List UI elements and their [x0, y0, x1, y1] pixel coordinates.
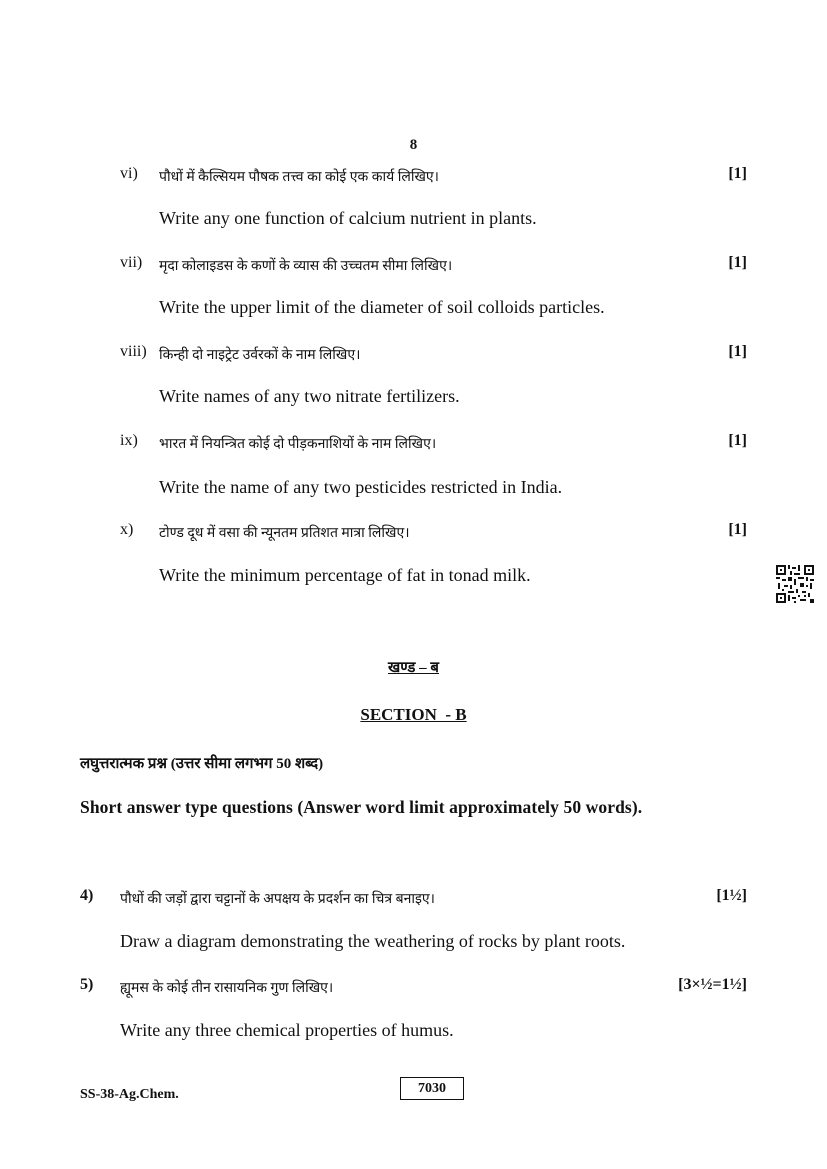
- question-number: 4): [80, 887, 94, 904]
- question-english: Write names of any two nitrate fertilizers.: [159, 386, 460, 406]
- question-number: vii): [120, 254, 143, 271]
- question-english: Write the upper limit of the diameter of soil colloids particles.: [159, 297, 605, 317]
- question-hindi: किन्ही दो नाइट्रेट उर्वरकों के नाम लिखिए।: [159, 348, 361, 363]
- question-hindi: भारत में नियन्त्रित कोई दो पीड़कनाशियों के नाम लिखिए।: [159, 437, 437, 452]
- question-number: x): [120, 521, 134, 538]
- question-english: Write any three chemical properties of humus.: [120, 1020, 454, 1040]
- question-english: Write any one function of calcium nutrient in plants.: [159, 208, 537, 228]
- instruction-english: Short answer type questions (Answer word limit approximately 50 words).: [80, 797, 643, 817]
- question-marks: [1]: [728, 343, 747, 360]
- question-number: 5): [80, 976, 94, 993]
- question-marks: [1]: [728, 165, 747, 182]
- question-hindi: ह्यूमस के कोई तीन रासायनिक गुण लिखिए।: [120, 981, 334, 996]
- qr-code-icon: [776, 565, 814, 603]
- paper-code: SS-38-Ag.Chem.: [80, 1087, 179, 1102]
- question-hindi: पौधों में कैल्सियम पौषक तत्त्व का कोई एक कार्य लिखिए।: [159, 170, 439, 185]
- question-hindi: टोण्ड दूध में वसा की न्यूनतम प्रतिशत मात्रा लिखिए।: [159, 526, 410, 541]
- question-english: Draw a diagram demonstrating the weathering of rocks by plant roots.: [120, 931, 626, 951]
- question-english: Write the minimum percentage of fat in tonad milk.: [159, 565, 531, 585]
- question-marks: [1]: [728, 254, 747, 271]
- question-hindi: मृदा कोलाइडस के कणों के व्यास की उच्चतम सीमा लिखिए।: [159, 259, 453, 274]
- question-marks: [1]: [728, 521, 747, 538]
- question-hindi: पौधों की जड़ों द्वारा चट्टानों के अपक्षय के प्रदर्शन का चित्र बनाइए।: [120, 892, 435, 907]
- question-number: viii): [120, 343, 147, 360]
- question-marks: [1]: [728, 432, 747, 449]
- section-title-english: SECTION - B: [360, 705, 467, 724]
- question-number: ix): [120, 432, 138, 449]
- paper-number-box: 7030: [400, 1077, 464, 1100]
- section-title-hindi: खण्ड – ब: [388, 660, 439, 676]
- question-english: Write the name of any two pesticides restricted in India.: [159, 477, 563, 497]
- page-number: 8: [409, 137, 418, 153]
- question-number: vi): [120, 165, 138, 182]
- question-marks: [3×½=1½]: [678, 976, 747, 993]
- question-marks: [1½]: [716, 887, 747, 904]
- instruction-hindi: लघुत्तरात्मक प्रश्न (उत्तर सीमा लगभग 50 शब्द): [80, 756, 324, 772]
